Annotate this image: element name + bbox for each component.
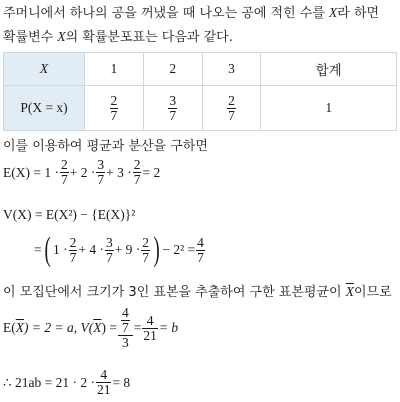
intro-line-1-text: 주머니에서 하나의 공을 꺼냈을 때 나오는 공에 적힌 수를 [3,6,330,21]
intro-line-2 [3,26,233,45]
sample-text: 이 모집단에서 크기가 3인 표본을 추출하여 구한 표본평균이 [3,285,346,300]
fraction: $\frac{2}{7}$ [142,234,150,265]
var-x: X [329,5,338,20]
equals-sign: = [34,242,42,257]
table-header-x: X [4,53,85,86]
table-header-cell: 1 [85,53,144,86]
table-header-cell: 2 [143,53,202,86]
variance-tail: − 2² = [162,242,196,257]
fraction: 4 7 [121,305,129,335]
fraction: $\frac{2}{7}$ [110,92,118,123]
mean-term: + 3 · [106,164,132,180]
fraction: $\frac{2}{7}$ [60,157,68,187]
intro-line-1 [3,2,379,21]
table-row-label: P(X = x) [4,86,85,131]
fraction: $\frac{3}{7}$ [105,234,113,265]
compound-denominator: 3 [121,335,129,350]
sample-mean-var: $\overline{X}$ [15,320,24,335]
sample-mean-var: $\overline{X}$ [345,284,354,299]
final-equation [3,368,130,397]
sample-statement [3,281,392,300]
fraction: $\frac{4}{21}$ [96,367,111,397]
expectation-lhs: E( [3,320,16,335]
compound-numerator [118,306,133,336]
variance-term: + 4 · [78,242,104,257]
compound-fraction [118,306,133,350]
fraction: $\frac{2}{7}$ [133,157,141,187]
table-cell [143,86,202,131]
expectation-rhs: ) = 2 = a, V( [24,320,94,335]
final-lhs: ∴ 21ab = 21 · 2 · [3,374,95,390]
variance-line-2 [34,233,206,267]
fraction: $\frac{3}{7}$ [169,92,177,123]
sample-mean-equation [3,306,178,350]
sample-mean-var: $\overline{X}$ [93,320,102,335]
probability-distribution-table [3,52,397,131]
step-text: 이를 이용하여 평균과 분산을 구하면 [3,139,208,154]
table-cell-total: 1 [261,86,397,131]
result-b: = b [158,320,179,335]
var-x: X [57,29,66,44]
fraction: $\frac{3}{7}$ [97,157,105,187]
left-paren: ( [44,231,51,268]
mean-rhs: = 2 [142,164,161,180]
mean-equation [3,158,160,187]
table-header-cell: 3 [202,53,261,86]
mean-lhs: E(X) = 1 · [3,164,59,180]
fraction: $\frac{2}{7}$ [228,92,235,123]
table-prob-row [4,86,397,131]
variance-term: 1 · [52,242,68,257]
intro-line-2-end: 의 확률분포표는 다음과 같다. [65,30,233,45]
variance-term: + 9 · [114,242,141,257]
sample-text-end: 이므로 [353,285,392,300]
variance-rhs: ) = [101,320,117,335]
final-rhs: = 8 [112,374,131,390]
table-header-total: 합계 [261,53,397,86]
equals-sign: = [133,320,142,335]
fraction: $\frac{4}{7}$ [197,234,204,265]
table-cell [85,86,144,131]
table-header-row [4,53,397,86]
fraction: $\frac{2}{7}$ [69,234,77,265]
fraction: $\frac{4}{21}$ [143,312,157,343]
right-paren: ) [153,231,160,268]
intro-line-2-text: 확률변수 [3,30,58,45]
table-cell [202,86,261,131]
variance-line-1: V(X) = E(X²) − {E(X)}² [3,207,136,222]
mean-term: + 2 · [69,164,96,180]
intro-line-1-end: 라 하면 [337,6,380,21]
